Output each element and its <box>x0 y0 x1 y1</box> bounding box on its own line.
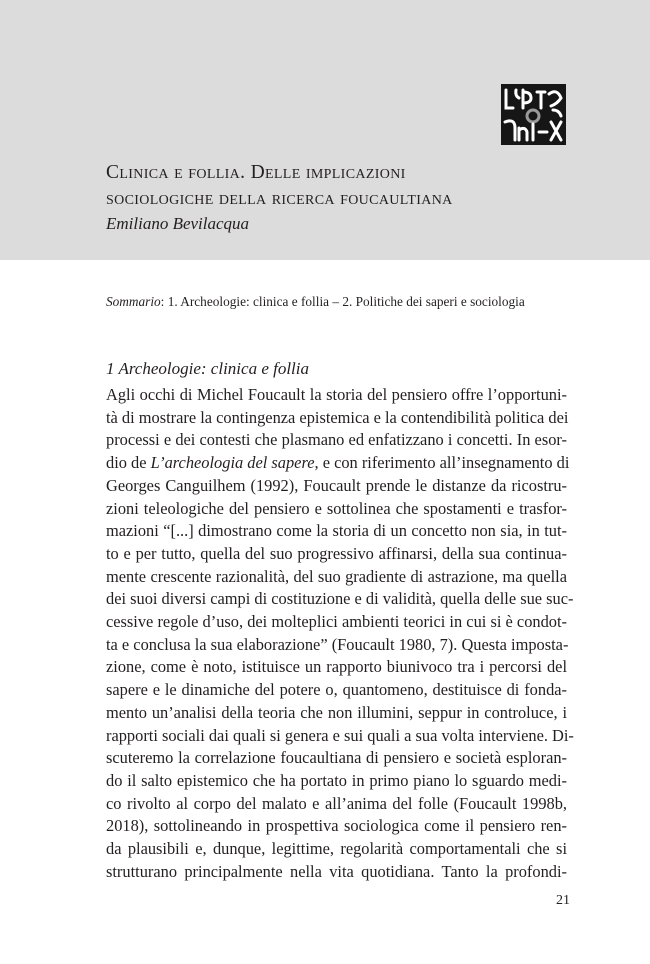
body-line <box>106 861 567 884</box>
body-line <box>106 611 567 634</box>
body-line-text: strutturano principalmente nella vita quotidiana. Tanto la profondi- <box>106 861 567 881</box>
body-line-text: Georges Canguilhem (1992), Foucault prende le distanze da ricostru- <box>106 475 567 495</box>
body-line-text: cessive regole d’uso, dei molteplici ambienti teorici in cui si è condot- <box>106 612 567 632</box>
body-line <box>106 543 567 566</box>
body-line <box>106 656 567 679</box>
body-line-text: zione, come è noto, istituisce un rapporto biunivoco tra i percorsi del <box>106 657 567 677</box>
body-line <box>106 770 567 793</box>
body-line <box>106 520 567 543</box>
body-line-text: sapere e le dinamiche del potere o, quantomeno, destituisce di fonda- <box>106 680 567 700</box>
body-line <box>106 407 567 430</box>
body-line <box>106 384 567 407</box>
body-line-text: mente crescente razionalità, del suo gradiente di astrazione, ma quella <box>106 566 567 586</box>
summary-text: : 1. Archeologie: clinica e follia – 2. Politiche dei saperi e sociologia <box>160 294 525 309</box>
body-line-text: da plausibili e, dunque, legittime, regolarità comportamentali che si <box>106 839 567 859</box>
summary-label: Sommario <box>106 294 161 309</box>
body-line-text: mento un’analisi della teoria che non illumini, seppur in controluce, i <box>106 702 567 722</box>
body-line <box>106 429 567 452</box>
body-line <box>106 634 567 657</box>
article-title-line: sociologiche della ricerca foucaultiana <box>106 188 453 209</box>
body-line <box>106 838 567 861</box>
body-line-text: tà di mostrare la contingenza epistemica e la contendibilità politica dei <box>106 407 569 427</box>
article-title <box>106 160 606 212</box>
body-line-text: dei suoi diversi campi di costituzione e di validità, quella delle sue suc- <box>106 589 574 609</box>
body-line-text: mazioni “[...] dimostrano come la storia di un concetto non sia, in tut- <box>106 521 567 541</box>
body-line <box>106 793 567 816</box>
body-line <box>106 452 570 475</box>
body-line <box>106 747 567 770</box>
body-line <box>106 725 574 748</box>
body-line-text: , e con riferimento all’insegnamento di <box>314 453 570 473</box>
article-title-line: Clinica e follia. Delle implicazioni <box>106 162 406 183</box>
body-line-text: Agli occhi di Michel Foucault la storia del pensiero offre l’opportuni- <box>106 385 567 404</box>
body-line <box>106 815 567 838</box>
body-line-text: scuteremo la correlazione foucaultiana di pensiero e società esploran- <box>106 748 567 768</box>
section-heading: 1 Archeologie: clinica e follia <box>106 359 310 378</box>
logo-glyphs <box>501 84 566 145</box>
italic-title-text: L’archeologia del sapere <box>150 453 315 473</box>
body-line <box>106 498 567 521</box>
header-band <box>0 0 650 260</box>
page-number: 21 <box>556 893 570 908</box>
journal-logo-icon <box>501 84 566 145</box>
body-line-text: processi e dei contesti che plasmano ed enfatizzano i concetti. In esor- <box>106 430 567 450</box>
body-line <box>106 475 567 498</box>
body-line-text: co rivolto al corpo del malato e all’anima del folle (Foucault 1998b, <box>106 793 567 813</box>
body-line-text: to e per tutto, quella del suo progressivo affinarsi, della sua continua- <box>106 543 567 563</box>
body-line <box>106 588 574 611</box>
author-name: Emiliano Bevilacqua <box>106 214 250 233</box>
body-line <box>106 566 567 589</box>
body-paragraph <box>106 384 574 883</box>
body-line <box>106 679 567 702</box>
body-line-text: rapporti sociali dai quali si genera e sui quali a sua volta interviene. Di- <box>106 725 574 745</box>
body-line <box>106 702 567 725</box>
body-line-text: dio de <box>106 453 151 473</box>
body-line-text: zioni teleologiche del pensiero e sottolinea che spostamenti e trasfor- <box>106 498 567 518</box>
summary <box>106 293 566 311</box>
body-line-text: 2018), sottolineando in prospettiva sociologica come il pensiero ren- <box>106 816 567 836</box>
body-line-text: do il salto epistemico che ha portato in primo piano lo sguardo medi- <box>106 770 567 790</box>
body-line-text: ta e conclusa la sua elaborazione” (Foucault 1980, 7). Questa imposta- <box>106 634 569 654</box>
